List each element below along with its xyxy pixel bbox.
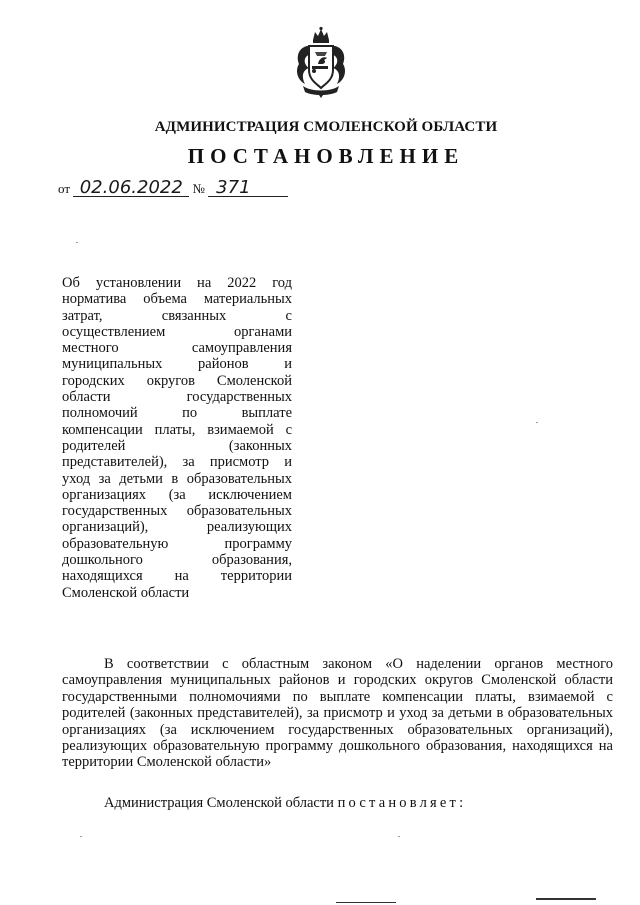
subject-line: государственных образовательных: [62, 503, 292, 520]
bottom-edge-mark: [536, 898, 596, 900]
subject-line: норматива объема материальных: [62, 291, 292, 308]
bottom-edge-mark: [336, 902, 396, 903]
document-subject: [62, 275, 292, 601]
preamble-paragraph: В соответствии с областным законом «О наделении органов местного самоуправления муниципальных районов и городских округов Смоленской области государственными полномочиями по выплате компенсации платы, взимаемой с родителей (законных представителей), за присмотр и уход за детьми в образовательных организациях (за исключением государственных образовательных организаций), реализующих образовательную программу дошкольного образования, находящихся на территории Смоленской области»: [62, 656, 613, 771]
scan-speck: [80, 836, 82, 837]
subject-line: дошкольного образования,: [62, 552, 292, 569]
subject-line: образовательную программу: [62, 535, 292, 552]
organization-title: АДМИНИСТРАЦИЯ СМОЛЕНСКОЙ ОБЛАСТИ: [154, 119, 498, 135]
subject-line: организаций), реализующих: [62, 519, 292, 536]
coat-of-arms-icon: [291, 26, 351, 100]
number-label: №: [192, 181, 205, 196]
subject-line: осуществлением органами: [62, 323, 292, 340]
subject-line: Смоленской области: [62, 584, 190, 601]
resolution-verb: постановляет:: [337, 795, 467, 811]
document-number: 371: [208, 180, 288, 197]
subject-line: организациях (за исключением: [62, 486, 292, 503]
scan-speck: [76, 242, 78, 243]
scan-speck: [536, 422, 538, 423]
document-type-title: ПОСТАНОВЛЕНИЕ: [187, 144, 465, 168]
subject-line: находящихся на территории: [62, 568, 292, 585]
subject-line: области государственных: [62, 389, 292, 406]
subject-line: местного самоуправления: [62, 340, 292, 357]
subject-line: уход за детьми в образовательных: [62, 470, 292, 487]
date-number-line: [58, 177, 288, 198]
subject-line: представителей), за присмотр и: [62, 454, 292, 471]
subject-line: городских округов Смоленской: [62, 372, 292, 389]
subject-line: Об установлении на 2022 год: [62, 275, 292, 291]
resolution-paragraph: [62, 795, 613, 811]
subject-line: компенсации платы, взимаемой с: [62, 421, 292, 438]
date-label: от: [58, 181, 71, 196]
scan-speck: [398, 836, 400, 837]
subject-line: родителей (законных: [62, 437, 292, 454]
subject-line: муниципальных районов и: [62, 356, 292, 373]
document-date: 02.06.2022: [73, 180, 189, 197]
subject-line: полномочий по выплате: [62, 405, 292, 422]
resolution-prefix: Администрация Смоленской области: [104, 795, 338, 811]
subject-line: затрат, связанных с: [62, 307, 292, 324]
